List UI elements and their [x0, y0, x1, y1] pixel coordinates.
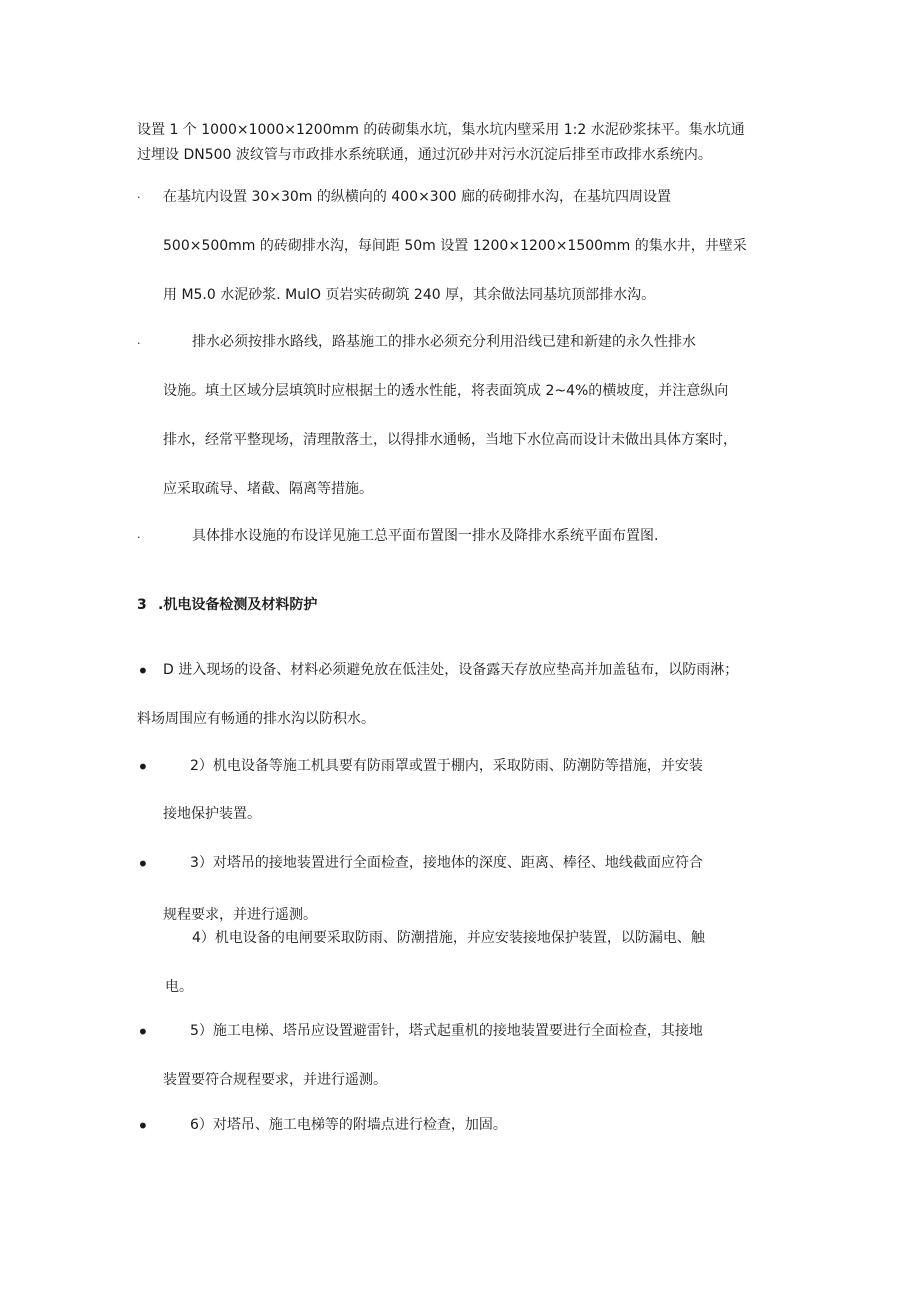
section-title: .机电设备检测及材料防护	[158, 597, 318, 613]
list-item-line: 2）机电设备等施工机具要有防雨罩或置于棚内，采取防雨、防潮防等措施，并安装	[190, 758, 703, 774]
section-number: 3	[137, 597, 147, 613]
intro-line: 过埋设 DN500 波纹管与市政排水系统联通，通过沉砂井对污水沉淀后排至市政排水系统内。	[137, 147, 712, 163]
list-item-line: 在基坑内设置 30×30m 的纵横向的 400×300 廊的砖砌排水沟，在基坑四周设置	[163, 189, 671, 205]
bullet-dot-icon: •	[137, 1020, 149, 1044]
list-item-line: 应采取疏导、堵截、隔离等措施。	[163, 481, 373, 497]
list-item-line: 3）对塔吊的接地装置进行全面检查，接地体的深度、距离、棒径、地线截面应符合	[190, 855, 703, 871]
list-item-line: 电。	[165, 979, 193, 995]
bullet-dot-icon: •	[137, 755, 149, 779]
list-item-line: 4）机电设备的电闸要采取防雨、防潮措施，并应安装接地保护装置，以防漏电、触	[192, 930, 705, 946]
bullet-dot-icon: ·	[137, 531, 141, 544]
list-item-line: 料场周围应有畅通的排水沟以防积水。	[137, 711, 375, 727]
list-item-line: 6）对塔吊、施工电梯等的附墙点进行检查，加固。	[190, 1117, 507, 1133]
bullet-dot-icon: •	[137, 1114, 149, 1138]
bullet-dot-icon: •	[137, 659, 149, 683]
bullet-dot-icon: ·	[137, 191, 141, 204]
list-item-line: 具体排水设施的布设详见施工总平面布置图一排水及降排水系统平面布置图.	[192, 528, 659, 544]
list-item-line: 500×500mm 的砖砌排水沟，每间距 50m 设置 1200×1200×1500mm 的集水井，井壁采	[163, 238, 747, 254]
list-item-line: 装置要符合规程要求，并进行遥测。	[163, 1072, 387, 1088]
intro-line: 设置 1 个 1000×1000×1200mm 的砖砌集水坑，集水坑内壁采用 1:2 水泥砂浆抹平。集水坑通	[137, 122, 745, 138]
list-item-line: 用 M5.0 水泥砂浆. MulO 页岩实砖砌筑 240 厚，其余做法同基坑顶部排水沟。	[163, 287, 656, 303]
list-item-line: 规程要求，并进行遥测。	[163, 907, 317, 923]
list-item-line: 接地保护装置。	[163, 806, 261, 822]
list-item-line: 设施。填土区域分层填筑时应根据土的透水性能，将表面筑成 2~4%的横坡度，并注意纵向	[163, 383, 729, 399]
bullet-dot-icon: •	[137, 852, 149, 876]
bullet-dot-icon: ·	[137, 337, 141, 350]
list-item-line: 排水必须按排水路线，路基施工的排水必须充分利用沿线已建和新建的永久性排水	[192, 334, 696, 350]
list-item-line: 排水，经常平整现场，清理散落土，以得排水通畅，当地下水位高而设计未做出具体方案时，	[163, 432, 737, 448]
list-item-line: 5）施工电梯、塔吊应设置避雷针，塔式起重机的接地装置要进行全面检查，其接地	[190, 1023, 703, 1039]
list-item-line: D 进入现场的设备、材料必须避免放在低洼处，设备露天存放应垫高并加盖毡布，以防雨淋；	[163, 662, 739, 678]
